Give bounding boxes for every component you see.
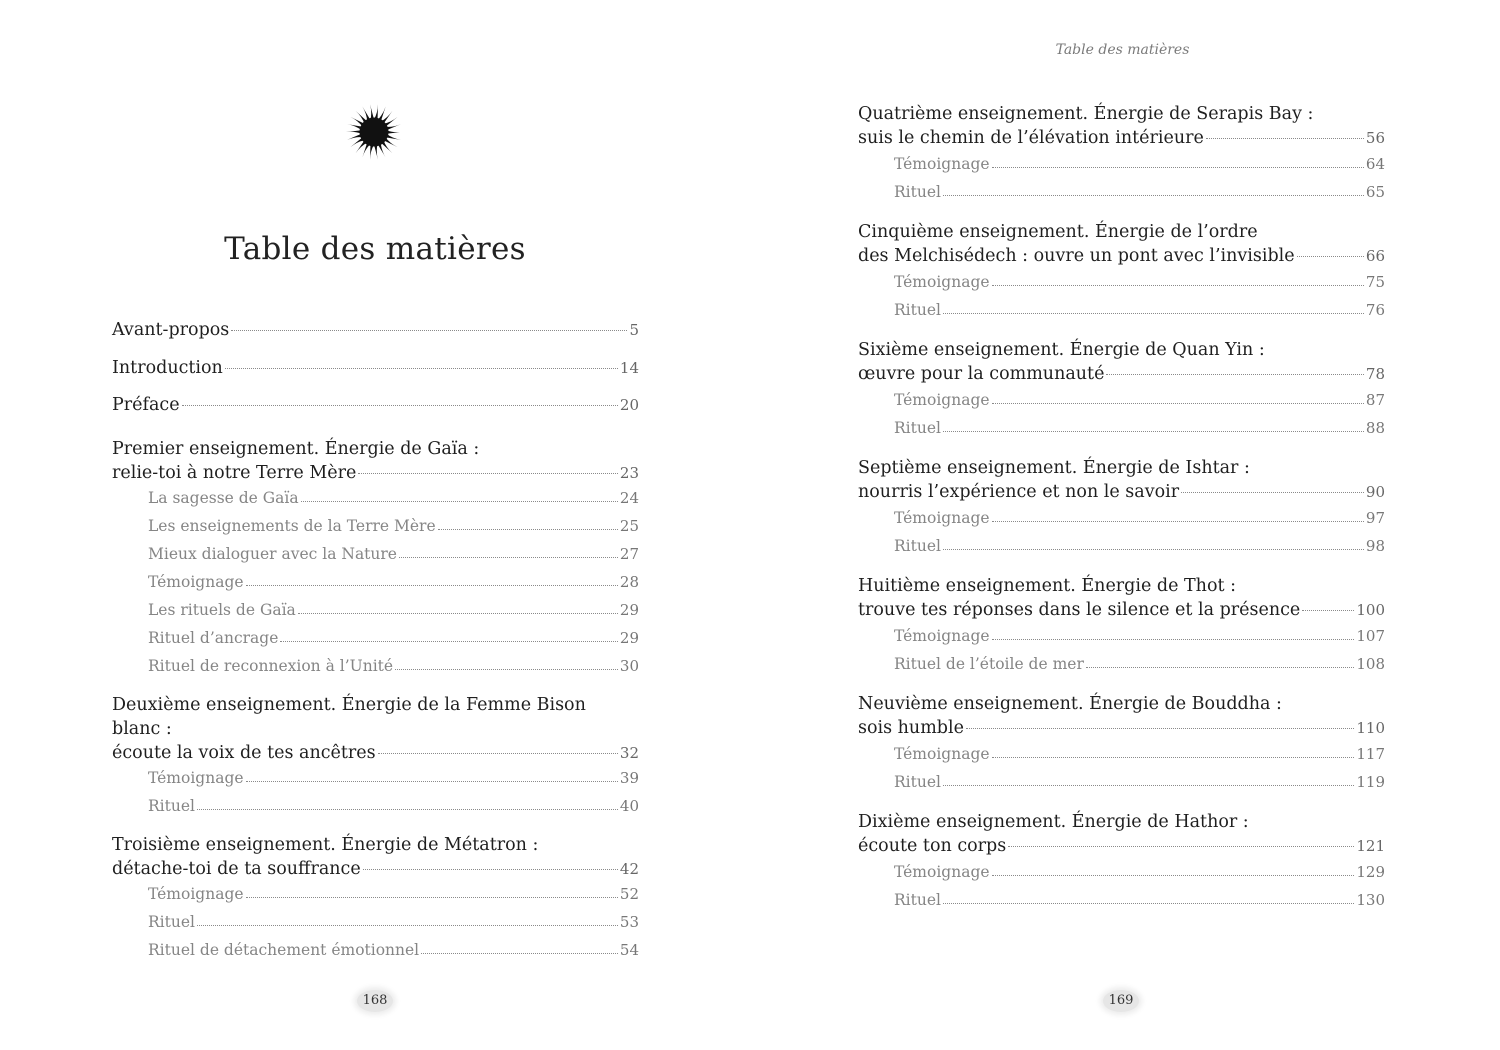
toc-entry-label: Préface — [112, 395, 180, 415]
toc-page-number: 97 — [1365, 508, 1385, 527]
toc-subentry[interactable] — [858, 504, 1385, 532]
toc-chapter — [858, 102, 1385, 206]
toc-subentry[interactable] — [858, 268, 1385, 296]
toc-page-number: 66 — [1365, 247, 1385, 265]
dot-leader — [395, 669, 618, 670]
toc-page-number: 87 — [1365, 390, 1385, 409]
dot-leader — [246, 781, 618, 782]
toc-page-number: 28 — [619, 573, 639, 591]
toc-page-number: 42 — [619, 859, 639, 878]
toc-subentry[interactable] — [858, 150, 1385, 178]
toc-subentry[interactable] — [112, 513, 639, 541]
toc-entry-label: écoute la voix de tes ancêtres — [112, 742, 376, 763]
toc-page-number: 29 — [619, 629, 639, 647]
toc-entry-label: trouve tes réponses dans le silence et la présence — [858, 600, 1301, 620]
running-head: Table des matières — [1055, 42, 1190, 58]
dot-leader — [1106, 374, 1363, 375]
dot-leader — [992, 875, 1355, 876]
chapter-heading[interactable]: Neuvième enseignement. Énergie de Bouddha : — [858, 694, 1282, 714]
toc-subentry[interactable] — [858, 178, 1385, 206]
toc-chapter — [858, 338, 1385, 442]
dot-leader — [363, 869, 618, 870]
dot-leader — [1206, 138, 1364, 139]
toc-entry-label: relie-toi à notre Terre Mère — [112, 462, 357, 483]
toc-page-number: 24 — [619, 489, 639, 507]
toc-subentry-label: Témoignage — [148, 769, 244, 787]
toc-page-number: 56 — [1365, 129, 1385, 147]
toc-chapter — [112, 693, 639, 821]
toc-subentry-label: Rituel de détachement émotionnel — [148, 941, 420, 959]
toc-subentry-label: Mieux dialoguer avec la Nature — [148, 545, 397, 563]
toc-subentry-label: Témoignage — [148, 885, 244, 903]
toc-subentry-label: Rituel — [894, 772, 941, 791]
toc-subentry[interactable] — [112, 485, 639, 513]
toc-entry[interactable] — [112, 741, 639, 765]
toc-entry[interactable] — [858, 244, 1385, 268]
toc-entry-label: sois humble — [858, 718, 964, 738]
toc-entry-label: des Melchisédech : ouvre un pont avec l’invisible — [858, 246, 1295, 266]
toc-entry[interactable] — [112, 393, 639, 431]
toc-subentry-label: Rituel de reconnexion à l’Unité — [148, 657, 394, 675]
toc-entry[interactable] — [858, 126, 1385, 150]
toc-subentry[interactable] — [858, 622, 1385, 650]
toc-subentry[interactable] — [112, 881, 639, 909]
dot-leader — [358, 473, 618, 474]
toc-entry-label: Avant-propos — [112, 320, 230, 340]
dot-leader — [378, 753, 618, 754]
toc-subentry-label: Témoignage — [894, 862, 990, 881]
toc-entry-label: Introduction — [112, 357, 223, 378]
toc-entry[interactable] — [112, 318, 639, 356]
page-title: Table des matières — [224, 230, 526, 267]
toc-subentry[interactable] — [112, 793, 639, 821]
toc-subentry-label: Témoignage — [894, 744, 990, 763]
toc-entry-label: nourris l’expérience et non le savoir — [858, 482, 1180, 502]
dot-leader — [246, 897, 618, 898]
toc-entry[interactable] — [858, 716, 1385, 740]
chapter-heading[interactable]: Huitième enseignement. Énergie de Thot : — [858, 576, 1236, 596]
toc-subentry-label: Témoignage — [894, 508, 990, 527]
dot-leader — [298, 613, 618, 614]
toc-subentry-label: Rituel — [894, 536, 941, 555]
toc-entry-label: écoute ton corps — [858, 836, 1007, 856]
dot-leader — [1086, 667, 1355, 668]
dot-leader — [1181, 492, 1364, 493]
dot-leader — [197, 809, 618, 810]
toc-page-number: 23 — [619, 463, 639, 482]
toc-entry[interactable] — [858, 480, 1385, 504]
toc-subentry-label: Rituel d’ancrage — [148, 629, 279, 647]
toc-page-number: 39 — [619, 769, 639, 787]
toc-subentry[interactable] — [112, 569, 639, 597]
toc-page-number: 53 — [619, 913, 639, 931]
toc-subentry-label: Témoignage — [148, 573, 244, 591]
dot-leader — [197, 925, 618, 926]
dot-leader — [1302, 610, 1354, 611]
toc-subentry-label: Témoignage — [894, 626, 990, 645]
sun-ornament-icon — [345, 103, 403, 161]
toc-page-number: 64 — [1365, 154, 1385, 173]
dot-leader — [399, 557, 618, 558]
toc-subentry-label: Témoignage — [894, 272, 990, 291]
toc-chapter — [858, 574, 1385, 678]
toc-chapter — [858, 456, 1385, 560]
toc-entry-label: détache-toi de ta souffrance — [112, 858, 361, 879]
toc-subentry[interactable] — [858, 858, 1385, 886]
toc-page-number: 90 — [1365, 483, 1385, 501]
dot-leader — [943, 549, 1364, 550]
dot-leader — [992, 521, 1364, 522]
toc-page-number: 14 — [619, 358, 639, 377]
toc-page-number: 76 — [1365, 300, 1385, 319]
chapter-heading[interactable]: Dixième enseignement. Énergie de Hathor : — [858, 812, 1249, 832]
toc-page-number: 40 — [619, 797, 639, 815]
dot-leader — [966, 728, 1354, 729]
dot-leader — [992, 285, 1364, 286]
toc-subentry[interactable] — [112, 541, 639, 569]
dot-leader — [182, 405, 618, 406]
toc-page-number: 107 — [1356, 626, 1385, 645]
dot-leader — [992, 639, 1355, 640]
toc-subentry-label: Rituel — [148, 913, 195, 931]
dot-leader — [231, 330, 627, 331]
toc-entry-label: œuvre pour la communauté — [858, 364, 1105, 384]
toc-subentry[interactable] — [112, 909, 639, 937]
folio-number: 168 — [362, 993, 388, 1008]
toc-subentry-label: Rituel — [148, 797, 195, 815]
chapter-heading[interactable]: Troisième enseignement. Énergie de Métatron : — [112, 834, 539, 855]
toc-subentry-label: La sagesse de Gaïa — [148, 489, 299, 507]
toc-subentry[interactable] — [858, 740, 1385, 768]
toc-subentry[interactable] — [858, 532, 1385, 560]
toc-page-number: 75 — [1365, 272, 1385, 291]
toc-subentry-label: Les rituels de Gaïa — [148, 601, 296, 619]
dot-leader — [421, 953, 618, 954]
toc-page-number: 32 — [619, 743, 639, 762]
dot-leader — [943, 785, 1354, 786]
toc-subentry-label: Témoignage — [894, 154, 990, 173]
chapter-heading[interactable]: Sixième enseignement. Énergie de Quan Yin : — [858, 340, 1265, 360]
dot-leader — [943, 313, 1364, 314]
dot-leader — [301, 501, 618, 502]
toc-entry[interactable] — [858, 598, 1385, 622]
dot-leader — [438, 529, 618, 530]
toc-subentry[interactable] — [858, 414, 1385, 442]
dot-leader — [1008, 846, 1354, 847]
toc-chapter — [112, 833, 639, 965]
toc-chapter — [112, 437, 639, 681]
toc-entry[interactable] — [112, 461, 639, 485]
toc-page-number: 27 — [619, 545, 639, 563]
toc-right — [858, 102, 1385, 928]
toc-subentry-label: Rituel — [894, 182, 941, 201]
dot-leader — [992, 403, 1364, 404]
toc-subentry[interactable] — [112, 937, 639, 965]
dot-leader — [992, 757, 1355, 758]
toc-page-number: 78 — [1365, 365, 1385, 383]
toc-subentry[interactable] — [858, 386, 1385, 414]
chapter-heading[interactable]: Septième enseignement. Énergie de Ishtar : — [858, 458, 1250, 478]
dot-leader — [943, 431, 1364, 432]
chapter-heading[interactable]: Cinquième enseignement. Énergie de l’ordre — [858, 222, 1258, 242]
toc-page-number: 110 — [1356, 719, 1385, 737]
toc-page-number: 54 — [619, 941, 639, 959]
toc-subentry[interactable] — [112, 765, 639, 793]
toc-entry-label: suis le chemin de l’élévation intérieure — [858, 128, 1204, 148]
toc-page-number: 5 — [629, 321, 639, 339]
toc-page-number: 29 — [619, 601, 639, 619]
toc-subentry-label: Rituel — [894, 300, 941, 319]
page-number-right — [1099, 987, 1143, 1015]
toc-page-number: 129 — [1356, 862, 1385, 881]
toc-chapter — [858, 810, 1385, 914]
toc-subentry-label: Témoignage — [894, 390, 990, 409]
toc-entry[interactable] — [112, 857, 639, 881]
toc-page-number: 117 — [1356, 744, 1385, 763]
dot-leader — [225, 368, 618, 369]
toc-page-number: 100 — [1356, 601, 1385, 619]
toc-chapter — [858, 220, 1385, 324]
toc-subentry[interactable] — [858, 296, 1385, 324]
toc-subentry[interactable] — [858, 768, 1385, 796]
toc-subentry[interactable] — [858, 886, 1385, 914]
toc-left — [112, 318, 639, 965]
toc-page-number: 30 — [619, 657, 639, 675]
dot-leader — [992, 167, 1364, 168]
toc-page-number: 98 — [1365, 536, 1385, 555]
toc-entry[interactable] — [858, 834, 1385, 858]
dot-leader — [246, 585, 618, 586]
toc-chapter — [858, 692, 1385, 796]
page-number-left — [353, 987, 397, 1015]
toc-subentry-label: Rituel — [894, 418, 941, 437]
toc-subentry[interactable] — [112, 597, 639, 625]
dot-leader — [943, 195, 1364, 196]
toc-subentry-label: Rituel de l’étoile de mer — [894, 654, 1084, 673]
chapter-heading[interactable]: Premier enseignement. Énergie de Gaïa : — [112, 438, 480, 459]
toc-subentry-label: Rituel — [894, 890, 941, 909]
toc-entry[interactable] — [858, 362, 1385, 386]
toc-entry[interactable] — [112, 356, 639, 394]
toc-page-number: 88 — [1365, 418, 1385, 437]
chapter-heading[interactable]: Deuxième enseignement. Énergie de la Femme Bison blanc : — [112, 694, 586, 739]
dot-leader — [943, 903, 1354, 904]
toc-subentry[interactable] — [858, 650, 1385, 678]
chapter-heading[interactable]: Quatrième enseignement. Énergie de Serapis Bay : — [858, 104, 1314, 124]
dot-leader — [1297, 256, 1364, 257]
toc-page-number: 20 — [619, 396, 639, 414]
toc-page-number: 119 — [1356, 772, 1385, 791]
toc-page-number: 52 — [619, 885, 639, 903]
toc-subentry-label: Les enseignements de la Terre Mère — [148, 517, 436, 535]
toc-page-number: 65 — [1365, 182, 1385, 201]
folio-number: 169 — [1108, 993, 1134, 1008]
toc-subentry[interactable] — [112, 625, 639, 653]
toc-page-number: 121 — [1356, 837, 1385, 855]
toc-page-number: 130 — [1356, 890, 1385, 909]
toc-page-number: 25 — [619, 517, 639, 535]
right-page — [750, 0, 1500, 1050]
toc-page-number: 108 — [1356, 654, 1385, 673]
toc-subentry[interactable] — [112, 653, 639, 681]
dot-leader — [280, 641, 618, 642]
